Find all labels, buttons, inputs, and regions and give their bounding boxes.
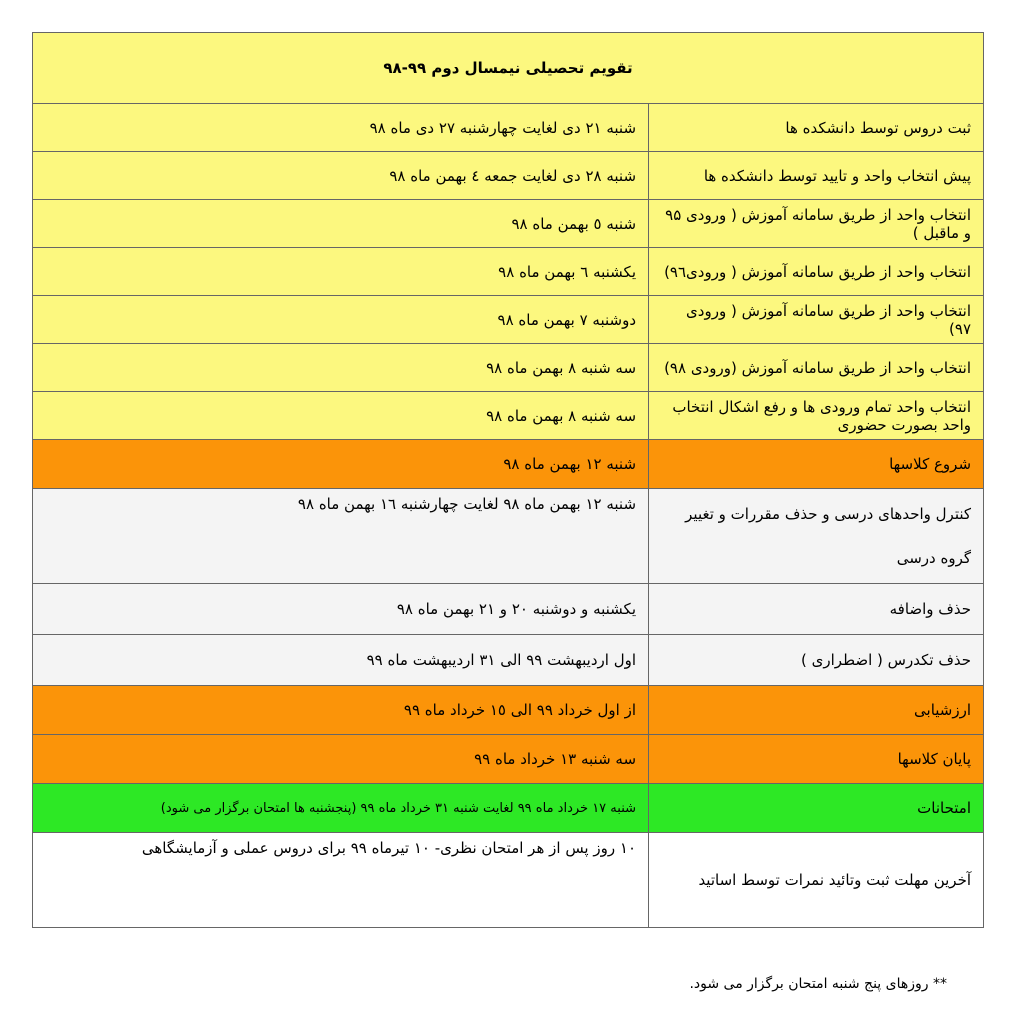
grades-label: آخرین مهلت ثبت وتائید نمرات توسط اساتید bbox=[649, 833, 984, 928]
row-label: انتخاب واحد از طریق سامانه آموزش (ورودی ۹۸) bbox=[649, 344, 984, 392]
table-row bbox=[33, 200, 984, 248]
class-end-value: سه شنبه ۱۳ خرداد ماه ۹۹ bbox=[33, 735, 649, 784]
class-start-value: شنبه ۱۲ بهمن ماه ۹۸ bbox=[33, 440, 649, 489]
class-start-row bbox=[33, 440, 984, 489]
evaluation-row bbox=[33, 686, 984, 735]
table-row bbox=[33, 344, 984, 392]
row-value: سه شنبه ۸ بهمن ماه ۹۸ bbox=[33, 392, 649, 440]
table-row bbox=[33, 152, 984, 200]
footnote: ** روزهای پنج شنبه امتحان برگزار می شود. bbox=[689, 976, 947, 992]
emergency-drop-value: اول اردیبهشت ۹۹ الی ۳۱ اردیبهشت ماه ۹۹ bbox=[33, 635, 649, 686]
grades-value: ۱۰ روز پس از هر امتحان نظری- ۱۰ تیرماه ۹۹ برای دروس عملی و آزمایشگاهی bbox=[33, 833, 649, 928]
row-value: شنبه ۲۸ دی لغایت جمعه ٤ بهمن ماه ۹۸ bbox=[33, 152, 649, 200]
class-end-row bbox=[33, 735, 984, 784]
emergency-drop-label: حذف تکدرس ( اضطراری ) bbox=[649, 635, 984, 686]
add-remove-row bbox=[33, 584, 984, 635]
evaluation-label: ارزشیابی bbox=[649, 686, 984, 735]
table-row bbox=[33, 392, 984, 440]
evaluation-value: از اول خرداد ۹۹ الی ۱٥ خرداد ماه ۹۹ bbox=[33, 686, 649, 735]
table-row bbox=[33, 248, 984, 296]
row-value: شنبه ٥ بهمن ماه ۹۸ bbox=[33, 200, 649, 248]
row-label: پیش انتخاب واحد و تایید توسط دانشکده ها bbox=[649, 152, 984, 200]
page-title: تقویم تحصیلی نیمسال دوم ۹۹-۹۸ bbox=[33, 33, 984, 104]
row-value: سه شنبه ۸ بهمن ماه ۹۸ bbox=[33, 344, 649, 392]
exams-value: شنبه ۱۷ خرداد ماه ۹۹ لغایت شنبه ۳۱ خرداد ماه ۹۹ (پنجشنبه ها امتحان برگزار می شود) bbox=[33, 784, 649, 833]
row-label: انتخاب واحد از طریق سامانه آموزش ( ورودی۹٦) bbox=[649, 248, 984, 296]
row-value: دوشنبه ۷ بهمن ماه ۹۸ bbox=[33, 296, 649, 344]
add-drop-value: شنبه ۱۲ بهمن ماه ۹۸ لغایت چهارشنبه ۱٦ بهمن ماه ۹۸ bbox=[33, 489, 649, 584]
exams-label: امتحانات bbox=[649, 784, 984, 833]
row-label: انتخاب واحد از طریق سامانه آموزش ( ورودی ۹۷) bbox=[649, 296, 984, 344]
table-row bbox=[33, 104, 984, 152]
add-remove-label: حذف واضافه bbox=[649, 584, 984, 635]
exams-row bbox=[33, 784, 984, 833]
row-label: ثبت دروس توسط دانشکده ها bbox=[649, 104, 984, 152]
row-value: شنبه ۲۱ دی لغایت چهارشنبه ۲۷ دی ماه ۹۸ bbox=[33, 104, 649, 152]
emergency-drop-row bbox=[33, 635, 984, 686]
row-value: یکشنبه ٦ بهمن ماه ۹۸ bbox=[33, 248, 649, 296]
add-drop-label: کنترل واحدهای درسی و حذف مقررات و تغییر گروه درسی bbox=[649, 489, 984, 584]
add-remove-value: یکشنبه و دوشنبه ۲۰ و ۲۱ بهمن ماه ۹۸ bbox=[33, 584, 649, 635]
add-drop-row bbox=[33, 489, 984, 584]
row-label: انتخاب واحد تمام ورودی ها و رفع اشکال انتخاب واحد بصورت حضوری bbox=[649, 392, 984, 440]
row-label: انتخاب واحد از طریق سامانه آموزش ( ورودی ۹۵ و ماقبل ) bbox=[649, 200, 984, 248]
class-start-label: شروع کلاسها bbox=[649, 440, 984, 489]
table-row bbox=[33, 296, 984, 344]
class-end-label: پایان کلاسها bbox=[649, 735, 984, 784]
academic-calendar-table bbox=[32, 32, 984, 928]
grades-row bbox=[33, 833, 984, 928]
